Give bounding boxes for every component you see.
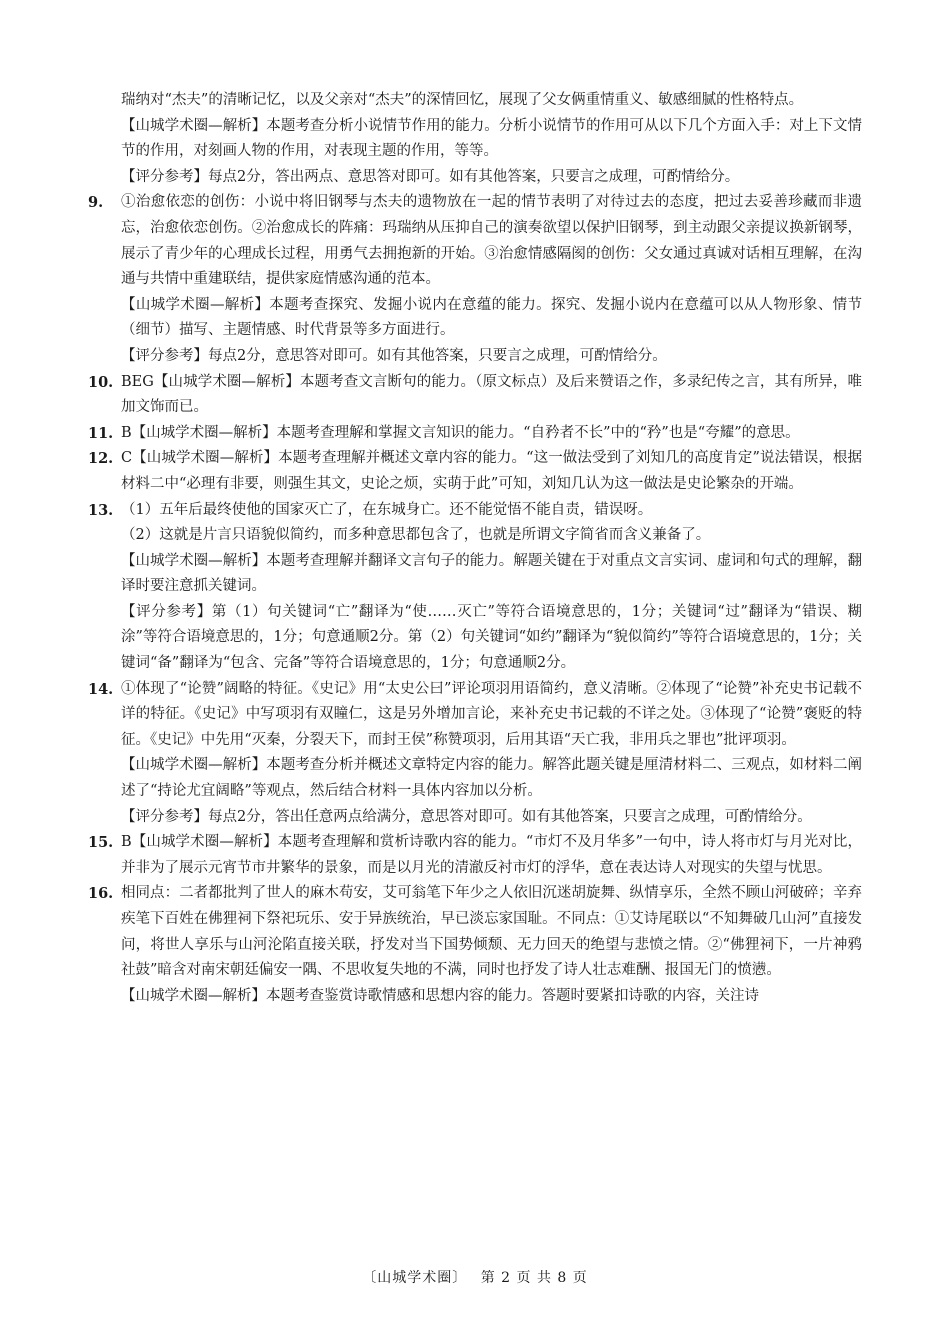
question-paragraph: 【山城学术圈—解析】本题考查探究、发掘小说内在意蕴的能力。探究、发掘小说内在意蕴可以从人物形象、情节（细节）描写、主题情感、时代背景等多方面进行。 xyxy=(121,296,862,339)
question-number: 14. xyxy=(88,680,114,698)
question-number: 11. xyxy=(88,424,114,442)
question-paragraph: 【评分参考】第（1）句关键词“亡”翻译为“使……灭亡”等符合语境意思的，1分；关键词“过”翻译为“错误、糊涂”等符合语境意思的，1分；句意通顺2分。第（2）句关键词“如约”翻译为“貌似简约”等符合语境意思的，1分；关键词“备”翻译为“包含、完备”等符合语境意思的，1分；句意通顺2分。 xyxy=(121,603,862,672)
question-list xyxy=(88,190,862,1009)
intro-score: 【评分参考】每点2分，答出两点、意思答对即可。如有其他答案，只要言之成理，可酌情给分。 xyxy=(121,168,740,185)
question-paragraph: 【评分参考】每点2分，答出任意两点给满分，意思答对即可。如有其他答案，只要言之成理，可酌情给分。 xyxy=(121,808,812,825)
intro-line: 瑞纳对“杰夫”的清晰记忆，以及父亲对“杰夫”的深情回忆，展现了父女俩重情重义、敏感细腻的性格特点。 xyxy=(121,92,804,108)
question-body xyxy=(121,190,862,369)
footer-page-number: 第 2 页 共 8 页 xyxy=(480,1270,588,1286)
question-body xyxy=(121,421,862,447)
question-paragraph: 【山城学术圈—解析】本题考查鉴赏诗歌情感和思想内容的能力。答题时要紧扣诗歌的内容，关注诗 xyxy=(121,987,759,1004)
question-number: 16. xyxy=(88,885,114,903)
question-item xyxy=(88,677,862,831)
question-item xyxy=(88,190,862,369)
question-number: 12. xyxy=(88,450,114,468)
question-paragraph: BEG【山城学术圈—解析】本题考查文言断句的能力。（原文标点）及后来赞语之作，多录纪传之言，其有所异，唯加文饰而已。 xyxy=(121,373,862,416)
question-item xyxy=(88,498,862,677)
question-number: 13. xyxy=(88,501,114,519)
intro-analysis: 【山城学术圈—解析】本题考查分析小说情节作用的能力。分析小说情节的作用可从以下几个方面入手：对上下文情节的作用，对刻画人物的作用，对表现主题的作用，等等。 xyxy=(121,117,862,160)
question-item xyxy=(88,370,862,421)
question-paragraph: 【山城学术圈—解析】本题考查理解并翻译文言句子的能力。解题关键在于对重点文言实词、虚词和句式的理解，翻译时要注意抓关键词。 xyxy=(121,552,862,595)
question-number: 10. xyxy=(88,373,114,391)
question-item xyxy=(88,446,862,497)
question-body xyxy=(121,498,862,677)
question-paragraph: （1）五年后最终使他的国家灭亡了，在东城身亡。还不能觉悟不能自责，错误呀。 xyxy=(121,501,653,518)
question-body xyxy=(121,370,862,421)
question-paragraph: B【山城学术圈—解析】本题考查理解和赏析诗歌内容的能力。“市灯不及月华多”一句中，诗人将市灯与月光对比，并非为了展示元宵节市井繁华的景象，而是以月光的清澈反衬市灯的浮华，意在表达诗人对现实的失望与忧思。 xyxy=(121,834,862,876)
question-item xyxy=(88,881,862,1009)
answer-content xyxy=(88,88,862,1009)
question-number: 9. xyxy=(88,194,104,212)
footer-brand: 〔山城学术圈〕 xyxy=(362,1270,468,1286)
question-body xyxy=(121,830,862,881)
question-paragraph: 【山城学术圈—解析】本题考查分析并概述文章特定内容的能力。解答此题关键是厘清材料二、三观点，如材料二阐述了“持论尤宜阔略”等观点，然后结合材料一具体内容加以分析。 xyxy=(121,757,862,800)
question-paragraph: ①治愈依恋的创伤：小说中将旧钢琴与杰夫的遗物放在一起的情节表明了对待过去的态度，把过去妥善珍藏而非遗忘，治愈依恋创伤。②治愈成长的阵痛：玛瑞纳从压抑自己的演奏欲望以保护旧钢琴，到主动跟父亲提议换新钢琴，展示了青少年的心理成长过程，用勇气去拥抱新的开始。③治愈情感隔阂的创伤：父女通过真诚对话相互理解，在沟通与共情中重建联结，提供家庭情感沟通的范本。 xyxy=(121,194,862,288)
question-paragraph: 相同点：二者都批判了世人的麻木苟安，艾可翁笔下年少之人依旧沉迷胡旋舞、纵情享乐，全然不顾山河破碎；辛弃疾笔下百姓在佛狸祠下祭祀玩乐、安于异族统治，早已淡忘家国耻。不同点：①艾诗尾联以“不知舞破几山河”直接发问，将世人享乐与山河沦陷直接关联，抒发对当下国势倾颓、无力回天的绝望与悲愤之情。②“佛狸祠下，一片神鸦社鼓”暗含对南宋朝廷偏安一隅、不思收复失地的不满，同时也抒发了诗人壮志难酬、报国无门的愤懑。 xyxy=(121,885,862,979)
question-body xyxy=(121,881,862,1009)
question-paragraph: 【评分参考】每点2分，意思答对即可。如有其他答案，只要言之成理，可酌情给分。 xyxy=(121,347,667,364)
question-paragraph: ①体现了“论赞”阔略的特征。《史记》用“太史公曰”评论项羽用语简约，意义清晰。②体现了“论赞”补充史书记载不详的特征。《史记》中写项羽有双瞳仁，这是另外增加言论，来补充史书记载的不详之处。③体现了“论赞”褒贬的特征。《史记》中先用“灭秦，分裂天下，而封王侯”称赞项羽，后用其语“天亡我，非用兵之罪也”批评项羽。 xyxy=(121,680,862,748)
question-item xyxy=(88,830,862,881)
question-item xyxy=(88,421,862,447)
question-paragraph: B【山城学术圈—解析】本题考查理解和掌握文言知识的能力。“自矜者不长”中的“矜”也是“夸耀”的意思。 xyxy=(121,424,800,441)
question-paragraph: C【山城学术圈—解析】本题考查理解并概述文章内容的能力。“这一做法受到了刘知几的高度肯定”说法错误，根据材料二中“必理有非要，则强生其文，史论之烦，实萌于此”可知，刘知几认为这一做法是史论繁杂的开端。 xyxy=(121,450,862,492)
question-paragraph: （2）这就是片言只语貌似简约，而多种意思都包含了，也就是所谓文字简省而含义兼备了。 xyxy=(121,527,711,544)
question-number: 15. xyxy=(88,834,114,852)
question-body xyxy=(121,677,862,831)
page-footer xyxy=(0,1267,950,1287)
question-body xyxy=(121,446,862,497)
